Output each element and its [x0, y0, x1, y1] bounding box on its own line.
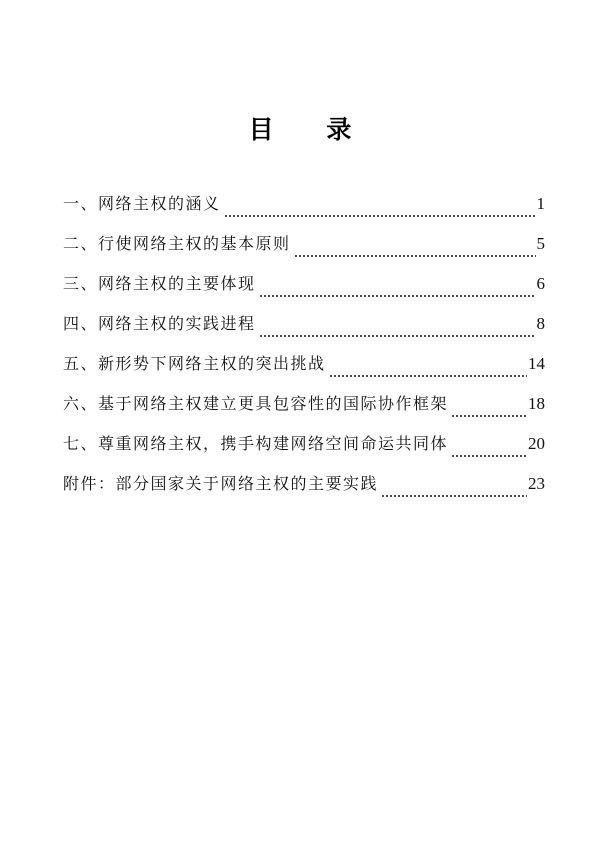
toc-dot-leader: [259, 284, 536, 298]
toc-dot-leader: [451, 404, 527, 418]
toc-entry[interactable]: [63, 390, 545, 430]
toc-entry-label: 二、行使网络主权的基本原则: [63, 234, 291, 253]
toc-page-number: 20: [528, 434, 545, 453]
toc-dot-leader: [381, 484, 527, 498]
toc-page-number: 8: [536, 314, 545, 333]
toc-dot-leader: [294, 244, 536, 258]
toc-entry-label: 四、网络主权的实践进程: [63, 314, 256, 333]
toc-entry-label: 三、网络主权的主要体现: [63, 274, 256, 293]
toc-dot-leader: [451, 444, 527, 458]
toc-dot-leader: [329, 364, 527, 378]
toc-entry[interactable]: [63, 430, 545, 470]
toc-page-number: 1: [536, 194, 545, 213]
toc-page-number: 14: [528, 354, 545, 373]
toc-page-number: 6: [536, 274, 545, 293]
table-of-contents: [63, 190, 545, 510]
toc-entry[interactable]: [63, 470, 545, 510]
toc-entry[interactable]: [63, 190, 545, 230]
toc-entry-label: 一、网络主权的涵义: [63, 194, 221, 213]
toc-page-number: 5: [536, 234, 545, 253]
toc-entry-label: 七、尊重网络主权，携手构建网络空间命运共同体: [63, 434, 449, 453]
toc-entry[interactable]: [63, 230, 545, 270]
toc-page-number: 23: [528, 474, 545, 493]
toc-entry[interactable]: [63, 310, 545, 350]
toc-entry[interactable]: [63, 270, 545, 310]
toc-entry-label: 附件：部分国家关于网络主权的主要实践: [63, 474, 379, 493]
toc-entry[interactable]: [63, 350, 545, 390]
toc-page-number: 18: [528, 394, 545, 413]
toc-dot-leader: [259, 324, 536, 338]
toc-entry-label: 六、基于网络主权建立更具包容性的国际协作框架: [63, 394, 449, 413]
toc-dot-leader: [224, 204, 536, 218]
toc-title: 目 录: [248, 115, 374, 144]
toc-entry-label: 五、新形势下网络主权的突出挑战: [63, 354, 326, 373]
